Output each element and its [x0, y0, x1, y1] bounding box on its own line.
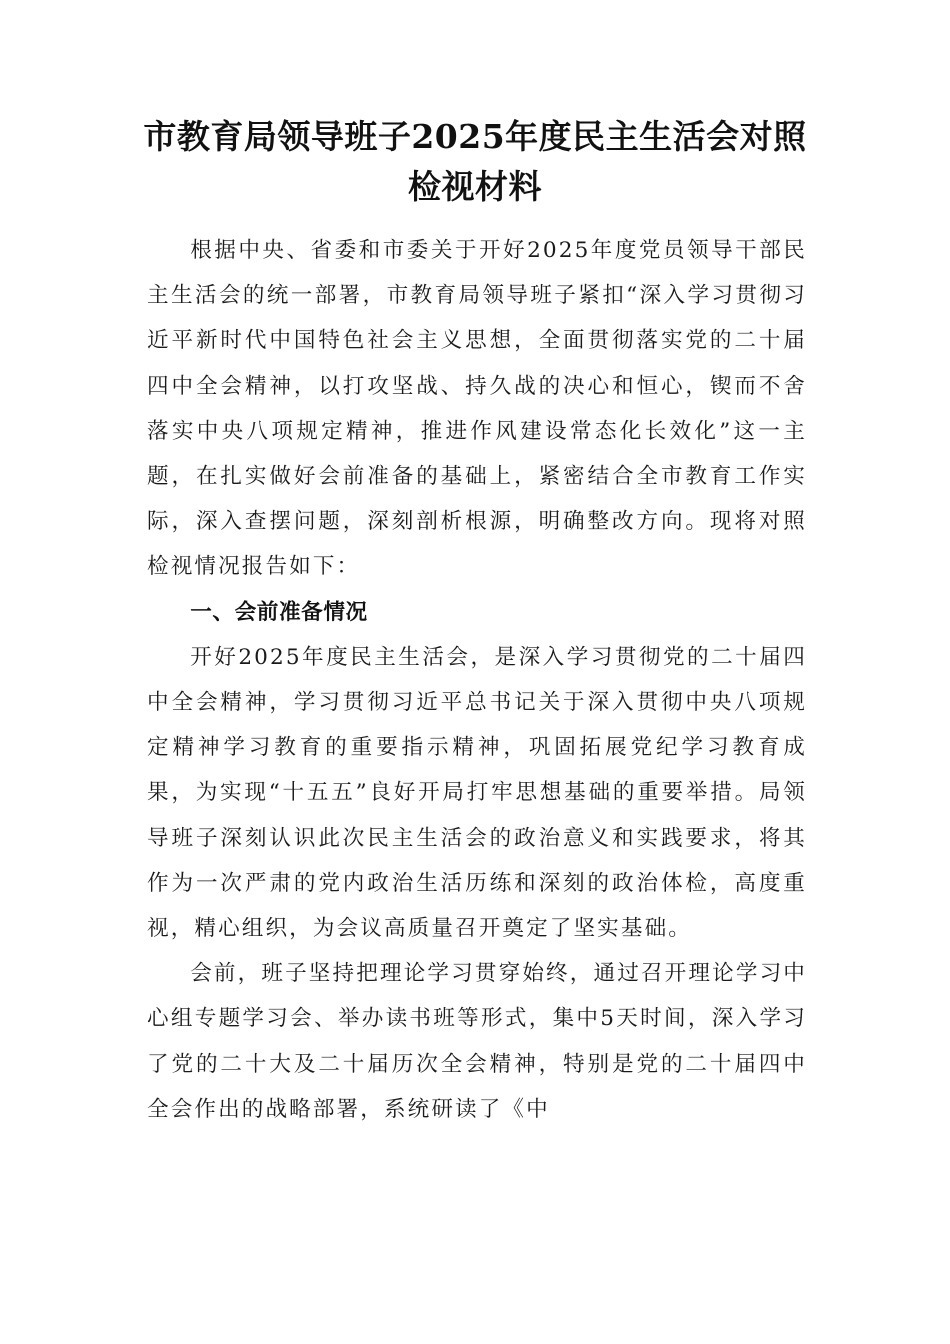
document-title: 市教育局领导班子2025年度民主生活会对照检视材料 — [143, 117, 807, 206]
document-body — [147, 228, 807, 1132]
body-paragraph: 开好2025年度民主生活会，是深入学习贯彻党的二十届四中全会精神，学习贯彻习近平总书记关于深入贯彻中央八项规定精神学习教育的重要指示精神，巩固拓展党纪学习教育成果，为实现“十五五”良好开局打牢思想基础的重要举措。局领导班子深刻认识此次民主生活会的政治意义和实践要求，将其作为一次严肃的党内政治生活历练和深刻的政治体检，高度重视，精心组织，为会议高质量召开奠定了坚实基础。 — [147, 644, 807, 942]
section-heading-1: 一、会前准备情况 — [190, 599, 368, 625]
body-paragraph: 会前，班子坚持把理论学习贯穿始终，通过召开理论学习中心组专题学习会、举办读书班等形式，集中5天时间，深入学习了党的二十大及二十届历次全会精神，特别是党的二十届四中全会作出的战略部署，系统研读了《中 — [147, 961, 807, 1122]
intro-paragraph: 根据中央、省委和市委关于开好2025年度党员领导干部民主生活会的统一部署，市教育局领导班子紧扣“深入学习贯彻习近平新时代中国特色社会主义思想，全面贯彻落实党的二十届四中全会精神，以打攻坚战、持久战的决心和恒心，锲而不舍落实中央八项规定精神，推进作风建设常态化长效化”这一主题，在扎实做好会前准备的基础上，紧密结合全市教育工作实际，深入查摆问题，深刻剖析根源，明确整改方向。现将对照检视情况报告如下： — [147, 238, 807, 580]
